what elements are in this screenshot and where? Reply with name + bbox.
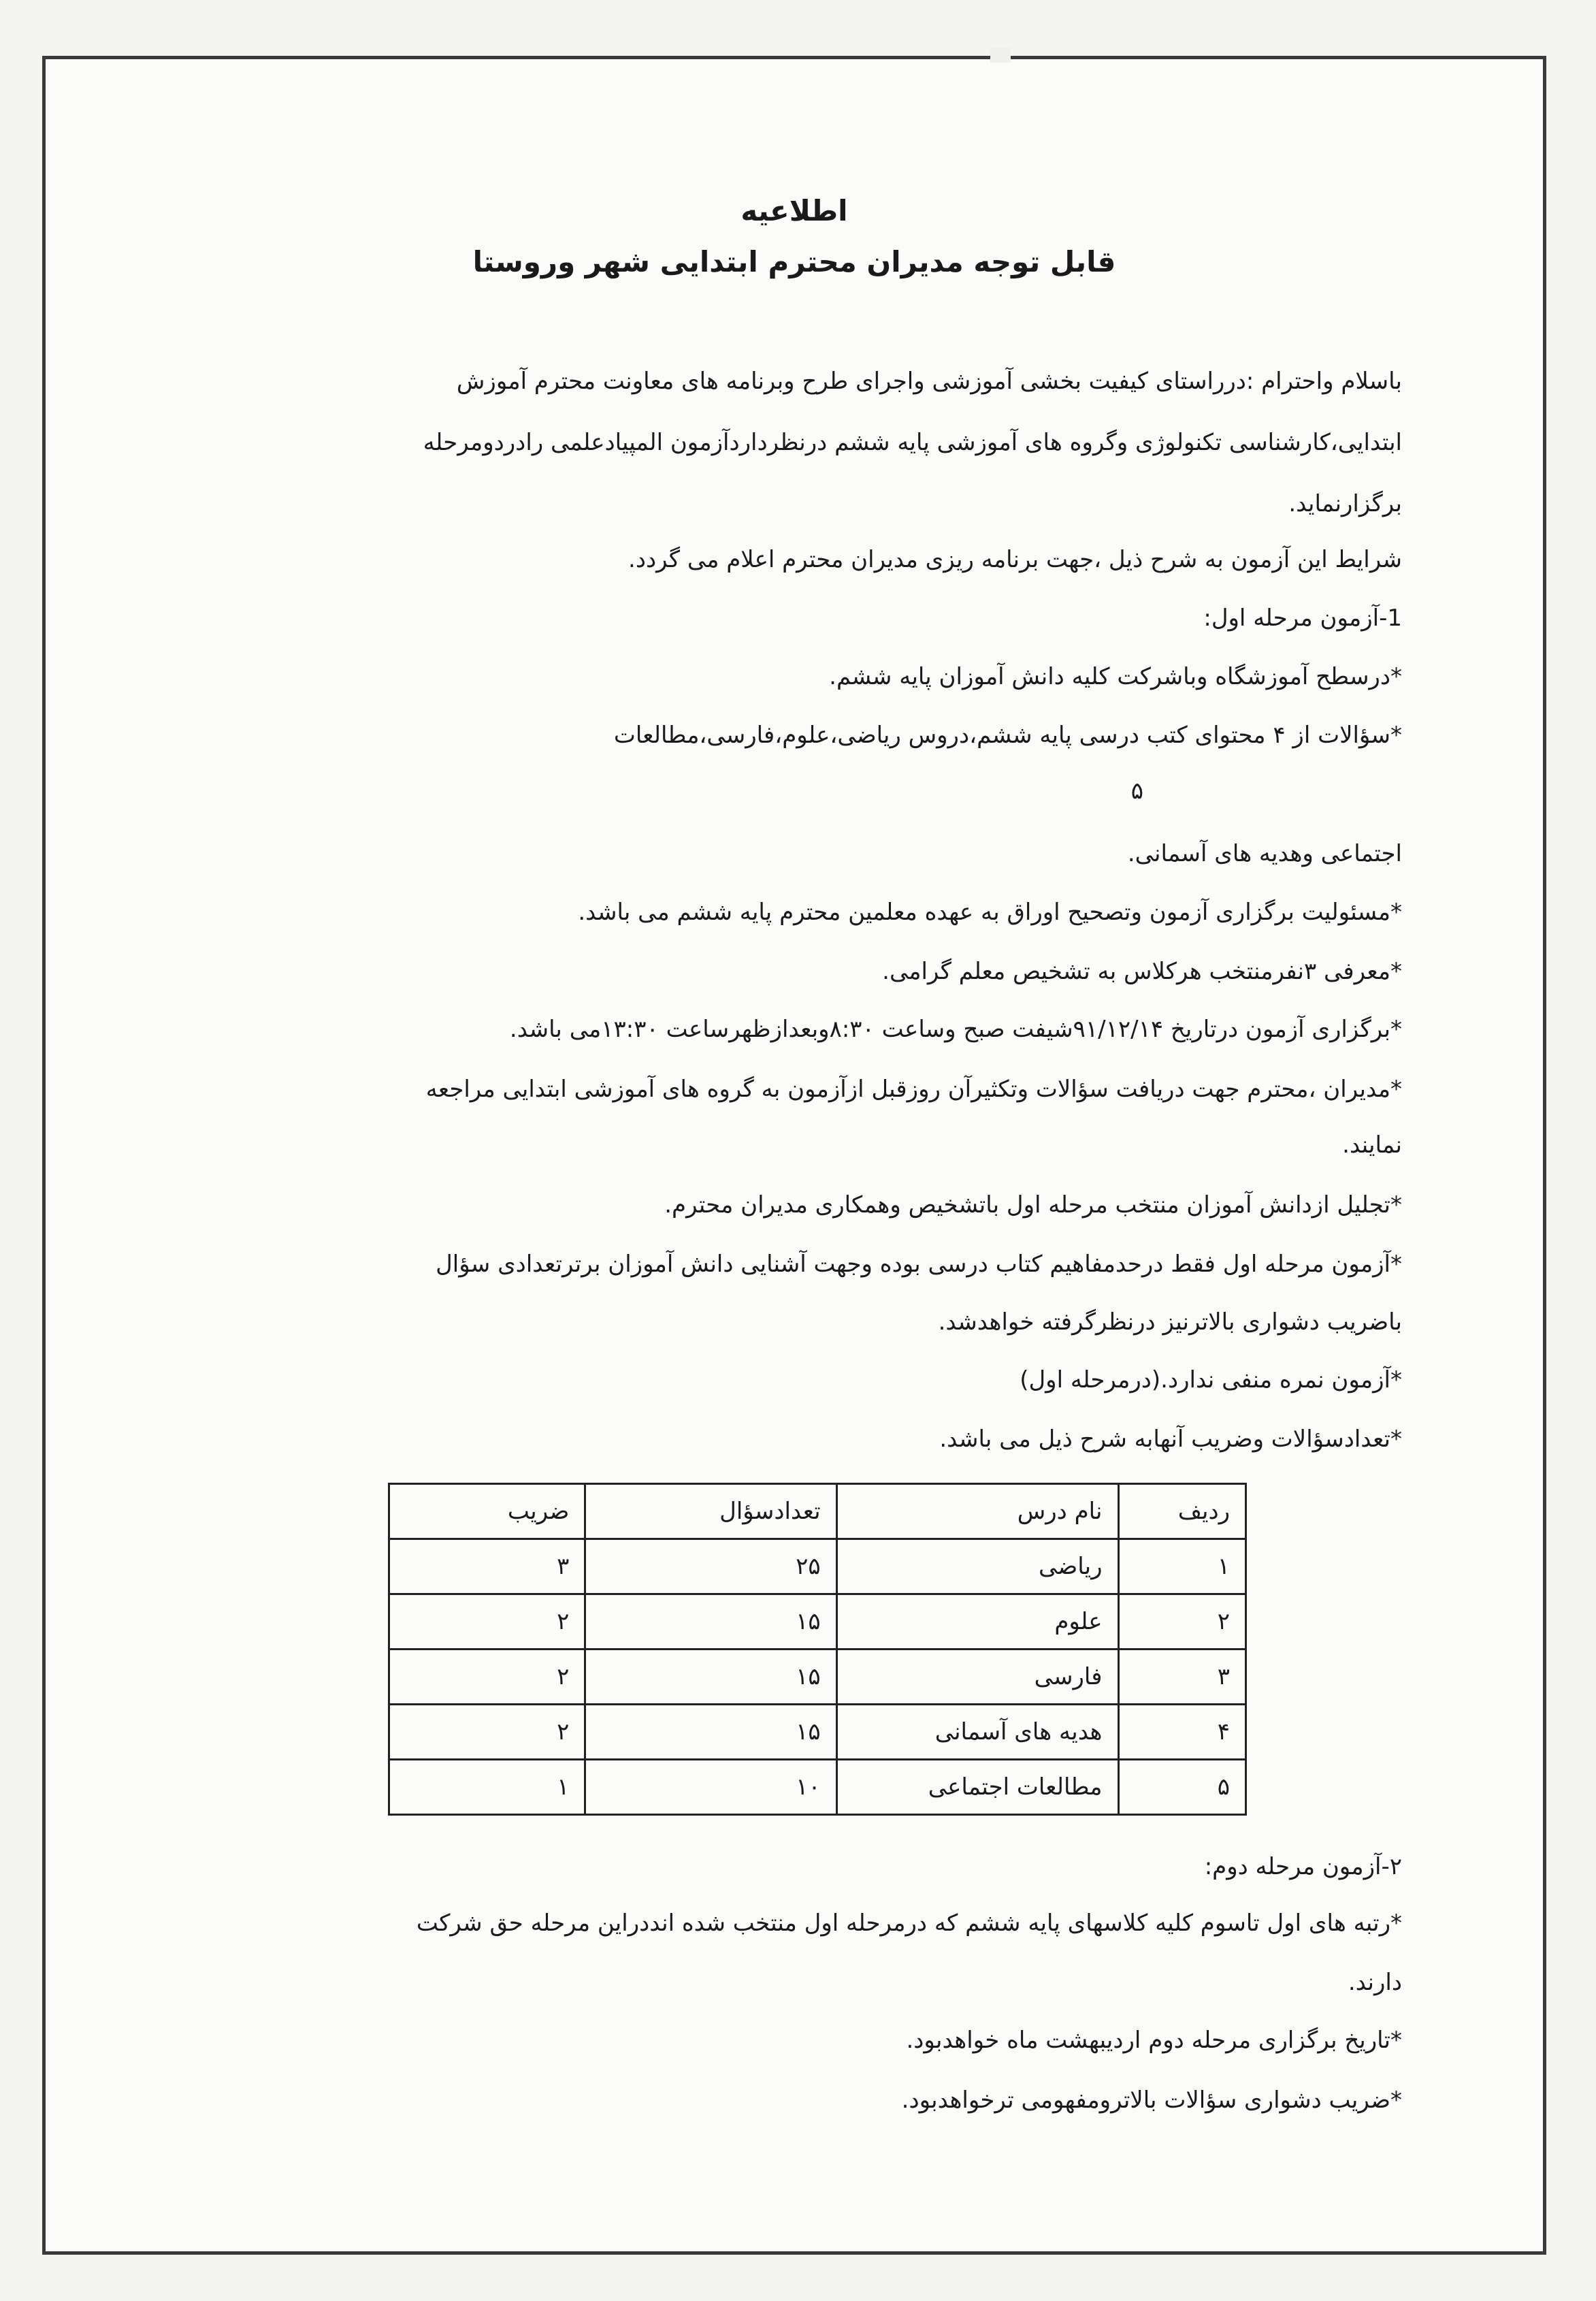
row-number: ۳ — [1118, 1650, 1246, 1705]
stage1-bullet-2-cont: اجتماعی وهدیه های آسمانی. — [1127, 840, 1402, 867]
table-row — [389, 1705, 1246, 1760]
stage1-bullet-10: *تعدادسؤالات وضریب آنهابه شرح ذیل می باشد. — [939, 1426, 1402, 1453]
stage1-bullet-2: *سؤالات از ۴ محتوای کتب درسی پایه ششم،دروس ریاضی،علوم،فارسی،مطالعات — [613, 722, 1402, 749]
header-row-number: ردیف — [1118, 1484, 1246, 1539]
row-number: ۵ — [1118, 1760, 1246, 1815]
coefficient: ۲ — [389, 1705, 585, 1760]
subject: فارسی — [836, 1650, 1118, 1705]
questions-table — [388, 1483, 1247, 1816]
intro-line-3: برگزارنماید. — [1288, 490, 1402, 517]
stage1-bullet-6-cont: نمایند. — [1342, 1131, 1402, 1159]
question-count: ۱۵ — [585, 1705, 836, 1760]
stage2-bullet-1: *رتبه های اول تاسوم کلیه کلاسهای پایه ششم که درمرحله اول منتخب شده انددراین مرحله حق شرکت — [416, 1910, 1402, 1937]
subject: علوم — [836, 1594, 1118, 1650]
stage1-bullet-8: *آزمون مرحله اول فقط درحدمفاهیم کتاب درسی بوده وجهت آشنایی دانش آموزان برترتعدادی سؤال — [436, 1251, 1402, 1278]
question-count: ۱۰ — [585, 1760, 836, 1815]
stage2-bullet-3: *ضریب دشواری سؤالات بالاترومفهومی ترخواهدبود. — [901, 2087, 1402, 2114]
row-number: ۲ — [1118, 1594, 1246, 1650]
question-count: ۲۵ — [585, 1539, 836, 1594]
subject: مطالعات اجتماعی — [836, 1760, 1118, 1815]
stage2-heading: ۲-آزمون مرحله دوم: — [1204, 1853, 1402, 1880]
coefficient: ۱ — [389, 1760, 585, 1815]
table-row — [389, 1539, 1246, 1594]
coefficient: ۳ — [389, 1539, 585, 1594]
stage1-bullet-1: *درسطح آموزشگاه وباشرکت کلیه دانش آموزان پایه ششم. — [829, 663, 1402, 690]
stage1-bullet-8-cont: باضریب دشواری بالاترنیز درنظرگرفته خواهدشد. — [938, 1308, 1402, 1336]
table-row — [389, 1594, 1246, 1650]
header-question-count: تعدادسؤال — [585, 1484, 836, 1539]
subject: ریاضی — [836, 1539, 1118, 1594]
stage2-bullet-1-cont: دارند. — [1348, 1969, 1402, 1996]
row-number: ۱ — [1118, 1539, 1246, 1594]
stage2-bullet-2: *تاریخ برگزاری مرحله دوم اردیبهشت ماه خواهدبود. — [906, 2027, 1402, 2054]
coefficient: ۲ — [389, 1594, 585, 1650]
stage1-bullet-7: *تجلیل ازدانش آموزان منتخب مرحله اول باتشخیص وهمکاری مدیران محترم. — [664, 1191, 1402, 1219]
stage1-bullet-6: *مدیران ،محترم جهت دریافت سؤالات وتکثیرآن روزقبل ازآزمون به گروه های آموزشی ابتدایی مراجعه — [425, 1076, 1402, 1103]
staple-mark — [990, 48, 1011, 63]
question-count: ۱۵ — [585, 1594, 836, 1650]
conditions-line: شرایط این آزمون به شرح ذیل ،جهت برنامه ریزی مدیران محترم اعلام می گردد. — [628, 546, 1402, 573]
handwritten-number: ۵ — [1130, 777, 1143, 805]
stage1-bullet-4: *معرفی ۳نفرمنتخب هرکلاس به تشخیص معلم گرامی. — [882, 958, 1402, 985]
intro-line-2: ابتدایی،کارشناسی تکنولوژی وگروه های آموزشی پایه ششم درنظرداردآزمون المپیادعلمی رادردومرحله — [423, 429, 1402, 456]
stage1-bullet-5: *برگزاری آزمون درتاریخ ۹۱/۱۲/۱۴شیفت صبح وساعت ۸:۳۰وبعدازظهرساعت ۱۳:۳۰می باشد. — [509, 1016, 1402, 1043]
intro-line-1: باسلام واحترام :درراستای کیفیت بخشی آموزشی واجرای طرح وبرنامه های معاونت محترم آموزش — [456, 368, 1402, 395]
stage1-bullet-3: *مسئولیت برگزاری آزمون وتصحیح اوراق به عهده معلمین محترم پایه ششم می باشد. — [578, 899, 1402, 926]
subject: هدیه های آسمانی — [836, 1705, 1118, 1760]
table-row — [389, 1760, 1246, 1815]
header-coefficient: ضریب — [389, 1484, 585, 1539]
table-header-row — [389, 1484, 1246, 1539]
question-count: ۱۵ — [585, 1650, 836, 1705]
table-row — [389, 1650, 1246, 1705]
row-number: ۴ — [1118, 1705, 1246, 1760]
stage1-heading: 1-آزمون مرحله اول: — [1203, 605, 1402, 632]
coefficient: ۲ — [389, 1650, 585, 1705]
notice-title: اطلاعیه — [740, 194, 848, 227]
header-subject: نام درس — [836, 1484, 1118, 1539]
stage1-bullet-9: *آزمون نمره منفی ندارد.(درمرحله اول) — [1020, 1366, 1402, 1394]
notice-subtitle: قابل توجه مدیران محترم ابتدایی شهر وروستا — [472, 245, 1116, 278]
